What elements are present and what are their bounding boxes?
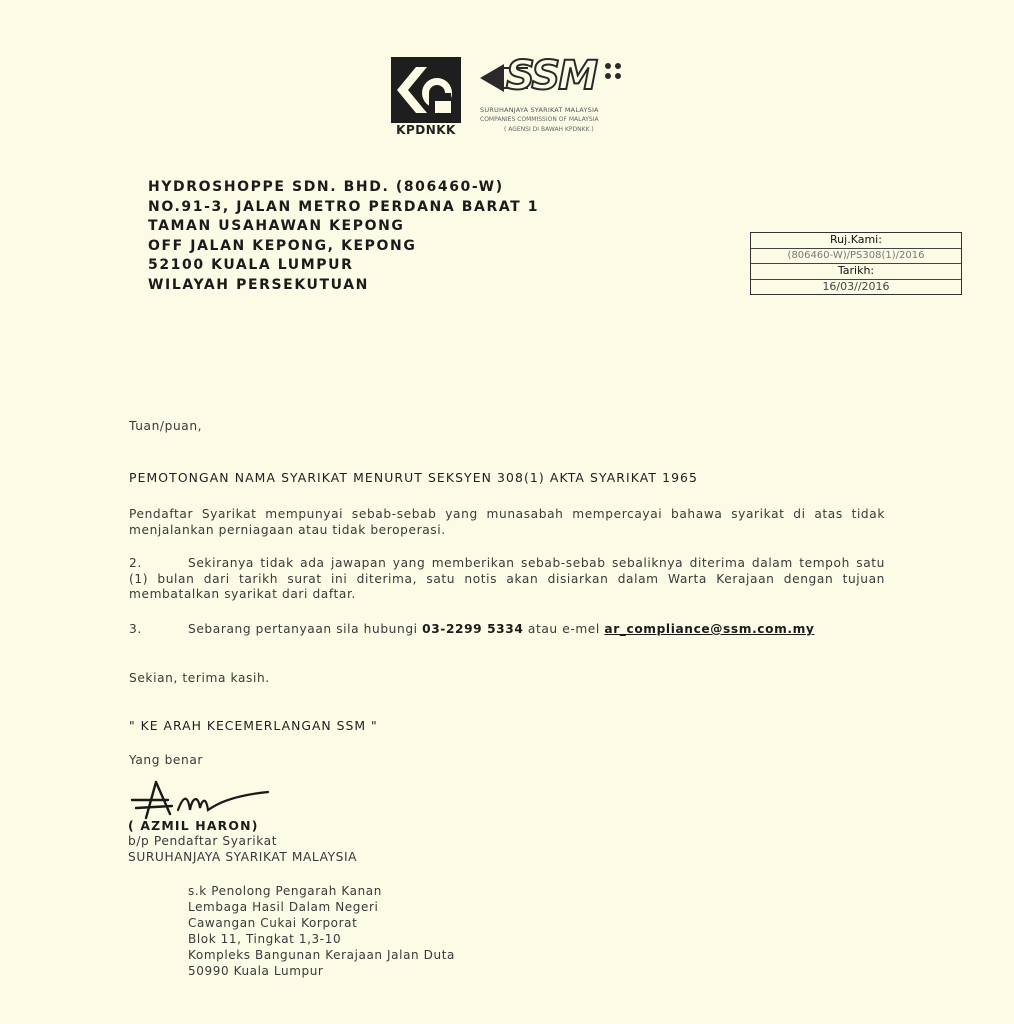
yours-truly: Yang benar [129,753,204,767]
cc-line: Lembaga Hasil Dalam Negeri [188,900,379,914]
signature-scribble [128,774,278,824]
signer-name: ( AZMIL HARON) [128,818,259,833]
salutation: Tuan/puan, [129,419,203,433]
address-line: 52100 KUALA LUMPUR [148,257,354,273]
kpdnkk-logo-text: KPDNKK [396,123,456,137]
cc-line: s.k Penolong Pengarah Kanan [188,884,382,898]
motto: " KE ARAH KECEMERLANGAN SSM " [129,718,378,733]
reference-box [750,232,962,295]
cc-line: Blok 11, Tingkat 1,3-10 [188,932,342,946]
ssm-subtitle-2: COMPANIES COMMISSION OF MALAYSIA [480,116,599,123]
kpdnkk-logo [391,57,461,141]
paragraph-1: Pendaftar Syarikat mempunyai sebab-sebab yang munasabah mempercayai bahawa syarikat di atas tidak menjalankan perniagaan atau tidak beroperasi. [129,507,885,537]
address-line: WILAYAH PERSEKUTUAN [148,276,369,293]
closing: Sekian, terima kasih. [129,671,270,685]
address-line: NO.91-3, JALAN METRO PERDANA BARAT 1 [148,198,540,215]
address-line: OFF JALAN KEPONG, KEPONG [148,237,417,254]
recipient-address [148,178,539,295]
cc-line: Cawangan Cukai Korporat [188,916,358,930]
date-label: Tarikh: [751,264,961,280]
cc-line: 50990 Kuala Lumpur [188,964,324,978]
ssm-logo-text: SSM [506,53,596,99]
cc-block [188,883,455,979]
ssm-subtitle-1: SURUHANJAYA SYARIKAT MALAYSIA [480,106,599,114]
address-line: TAMAN USAHAWAN KEPONG [148,218,405,234]
paragraph-2-text: Sekiranya tidak ada jawapan yang memberikan sebab-sebab sebaliknya diterima dalam tempoh satu (1) bulan dari tarikh surat ini diterima, satu notis akan disiarkan dalam Warta Kerajaan dengan tujuan membatalkan syarikat dari daftar. [129,556,885,601]
ssm-subtitle-3: ( AGENSI DI BAWAH KPDNKK ) [504,126,594,133]
letter-heading: PEMOTONGAN NAMA SYARIKAT MENURUT SEKSYEN 308(1) AKTA SYARIKAT 1965 [129,470,699,485]
paragraph-number: 2. [129,556,142,570]
ref-value: (806460-W)/PS308(1)/2016 [751,249,961,265]
signer-title: b/p Pendaftar Syarikat [128,834,278,848]
cc-line: Kompleks Bangunan Kerajaan Jalan Duta [188,948,455,962]
contact-phone: 03-2299 5334 [422,622,524,636]
contact-email-link[interactable]: ar_compliance@ssm.com.my [604,622,815,636]
ref-label: Ruj.Kami: [751,233,961,249]
paragraph-3-text: Sebarang pertanyaan sila hubungi [188,622,418,636]
paragraph-number: 3. [129,622,142,636]
paragraph-2 [129,556,885,603]
ssm-logo [478,53,628,140]
paragraph-3-mid: atau e-mel [527,622,600,636]
signer-organization: SURUHANJAYA SYARIKAT MALAYSIA [128,850,358,864]
paragraph-3 [129,622,885,638]
date-value: 16/03//2016 [822,279,890,293]
address-line: HYDROSHOPPE SDN. BHD. (806460-W) [148,179,504,195]
